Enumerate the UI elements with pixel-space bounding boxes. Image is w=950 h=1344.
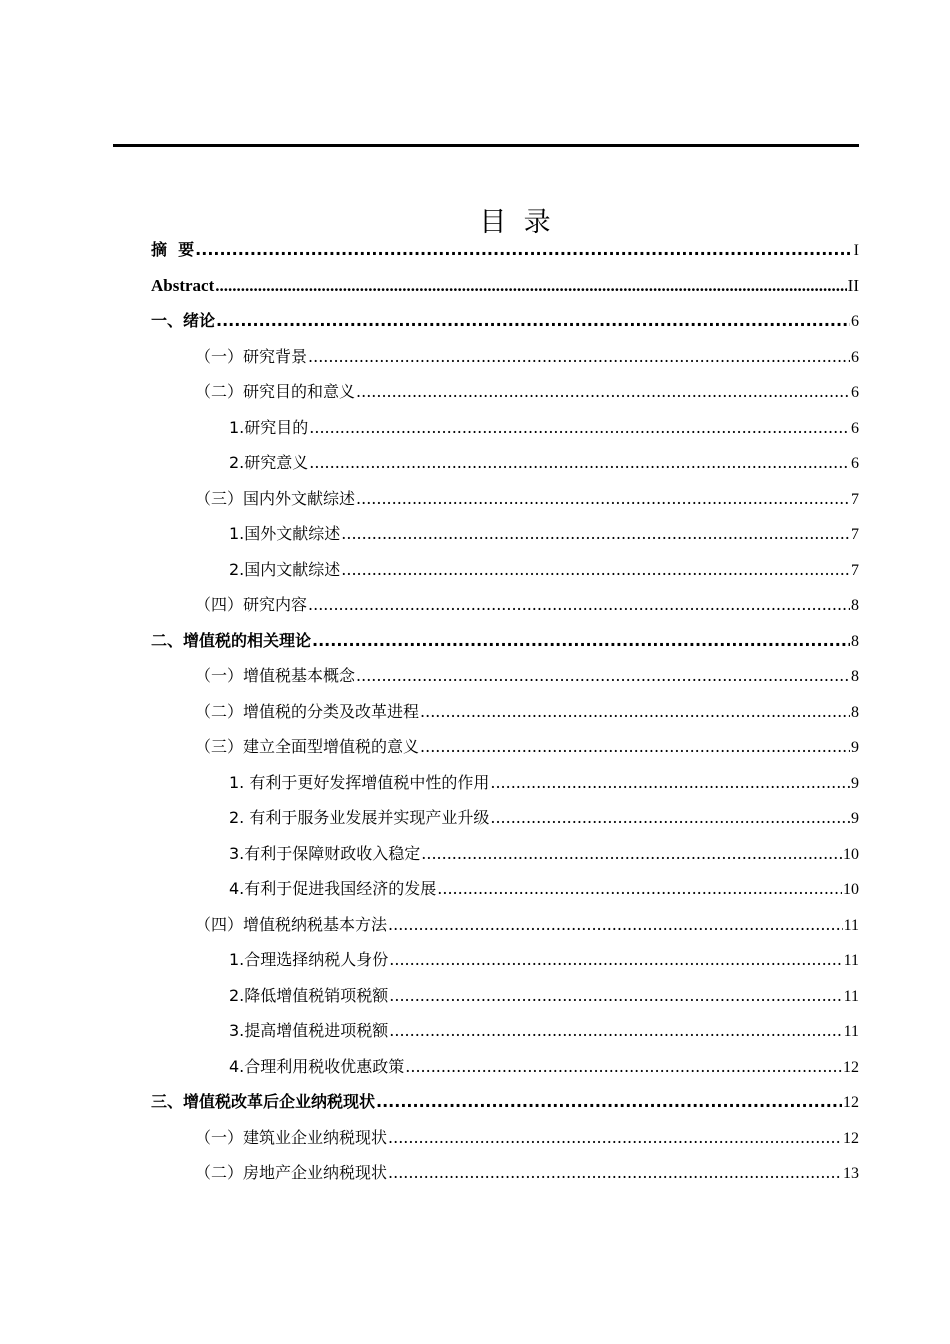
- leader-dots: [309, 450, 850, 476]
- toc-entry-label: （四）研究内容: [195, 595, 308, 614]
- toc-entry[interactable]: [195, 663, 859, 689]
- toc-entry-label: 1. 有利于更好发挥增值税中性的作用: [229, 773, 490, 792]
- toc-entry-label: （二）房地产企业纳税现状: [195, 1163, 388, 1182]
- leader-dots: [388, 1125, 842, 1151]
- toc-entry-label: 2.国内文献综述: [229, 560, 341, 579]
- toc-entry[interactable]: [229, 876, 859, 902]
- leader-dots: [309, 415, 850, 441]
- toc-entry[interactable]: [229, 841, 859, 867]
- toc-entry-page: 8: [851, 597, 859, 614]
- leader-dots: [388, 912, 843, 938]
- leader-dots: [490, 770, 850, 796]
- toc-entry-page: 6: [851, 384, 859, 401]
- leader-dots: [420, 699, 850, 725]
- leader-dots: [308, 592, 850, 618]
- toc-entry-page: 6: [851, 420, 859, 437]
- toc-entry-page: 6: [851, 349, 859, 366]
- leader-dots: [341, 557, 850, 583]
- toc-entry[interactable]: [151, 628, 859, 654]
- toc-entry[interactable]: [195, 1125, 859, 1151]
- header-rule: [113, 144, 859, 147]
- toc-entry-label: 3.有利于保障财政收入稳定: [229, 844, 421, 863]
- toc-entry-page: 6: [851, 455, 859, 472]
- toc-entry[interactable]: [229, 947, 859, 973]
- toc-entry-label: （三）建立全面型增值税的意义: [195, 737, 420, 756]
- leader-dots: [312, 628, 850, 654]
- leader-dots: [490, 805, 850, 831]
- leader-dots: [376, 1089, 842, 1115]
- toc-entry-page: 7: [851, 491, 859, 508]
- leader-dots: [216, 308, 850, 334]
- toc-entry[interactable]: [229, 450, 859, 476]
- toc-entry-label: （二）增值税的分类及改革进程: [195, 702, 420, 721]
- toc-entry-label: 1.合理选择纳税人身份: [229, 950, 389, 969]
- toc-entry[interactable]: [195, 912, 859, 938]
- toc-entry[interactable]: [151, 1089, 859, 1115]
- leader-dots: [420, 734, 850, 760]
- leader-dots: [421, 841, 842, 867]
- toc-entry[interactable]: [195, 486, 859, 512]
- toc-entry-abstract-en[interactable]: [151, 273, 859, 299]
- toc-entry-label: 2.研究意义: [229, 453, 309, 472]
- toc-title: [0, 200, 950, 239]
- toc-entry-label: 4.合理利用税收优惠政策: [229, 1057, 405, 1076]
- leader-dots: [405, 1054, 842, 1080]
- toc-entry-label: 4.有利于促进我国经济的发展: [229, 879, 437, 898]
- toc-entry-label: 2.降低增值税销项税额: [229, 986, 389, 1005]
- toc-entry[interactable]: [195, 1160, 859, 1186]
- toc-entry[interactable]: [229, 1018, 859, 1044]
- toc-entry-page: 10: [843, 846, 859, 863]
- toc-entry-page: 10: [843, 881, 859, 898]
- leader-dots: [308, 344, 850, 370]
- toc-entry[interactable]: [151, 308, 859, 334]
- toc-entry-page: 7: [851, 562, 859, 579]
- toc-entry-page: 12: [843, 1094, 859, 1111]
- toc-entry[interactable]: [229, 557, 859, 583]
- toc-entry-label: 三、增值税改革后企业纳税现状: [151, 1092, 376, 1111]
- leader-dots: [341, 521, 850, 547]
- toc-entry-label: 摘 要: [151, 240, 195, 259]
- toc-entry[interactable]: [195, 699, 859, 725]
- toc-entry-label: （一）建筑业企业纳税现状: [195, 1128, 388, 1147]
- toc-entry-label: 1.国外文献综述: [229, 524, 341, 543]
- toc-entry-label: （三）国内外文献综述: [195, 489, 356, 508]
- toc-entry-page: I: [853, 242, 859, 259]
- toc-entry-page: 11: [843, 917, 859, 934]
- toc-entry-label: 一、绪论: [151, 311, 216, 330]
- toc-entry-page: 8: [851, 668, 859, 685]
- toc-entry-page: 11: [843, 988, 859, 1005]
- toc-entry-page: 8: [851, 633, 859, 650]
- toc-entry-page: II: [847, 276, 859, 295]
- toc-entry-label: （四）增值税纳税基本方法: [195, 915, 388, 934]
- toc-entry[interactable]: [195, 344, 859, 370]
- toc-entry-page: 12: [843, 1130, 859, 1147]
- toc-entry-label: （一）增值税基本概念: [195, 666, 356, 685]
- leader-dots: [195, 237, 853, 263]
- leader-dots: [389, 983, 842, 1009]
- toc-entry-abstract-cn[interactable]: [151, 237, 859, 263]
- toc-entry[interactable]: [195, 734, 859, 760]
- leader-dots: [389, 1018, 842, 1044]
- toc-entry-page: 9: [851, 739, 859, 756]
- toc-entry-label: 3.提高增值税进项税额: [229, 1021, 389, 1040]
- toc-entry-page: 6: [851, 313, 859, 330]
- toc-entry[interactable]: [195, 379, 859, 405]
- toc-entry-page: 9: [851, 775, 859, 792]
- leader-dots: [356, 663, 850, 689]
- toc-entry[interactable]: [229, 415, 859, 441]
- toc-entry[interactable]: [195, 592, 859, 618]
- toc-title-text: 目 录: [479, 207, 551, 238]
- leader-dots: [389, 947, 842, 973]
- toc-entry[interactable]: [229, 983, 859, 1009]
- leader-dots: [388, 1160, 842, 1186]
- toc-entry-label: Abstract: [151, 276, 215, 295]
- toc-entry-page: 7: [851, 526, 859, 543]
- toc-entry-label: 1.研究目的: [229, 418, 309, 437]
- toc-entry-page: 9: [851, 810, 859, 827]
- toc-entry[interactable]: [229, 521, 859, 547]
- leader-dots: [215, 273, 846, 299]
- toc-entry-label: 二、增值税的相关理论: [151, 631, 312, 650]
- toc-entry-page: 12: [843, 1059, 859, 1076]
- toc-entry[interactable]: [229, 770, 859, 796]
- toc-entry-page: 11: [843, 1023, 859, 1040]
- toc-entry-page: 13: [843, 1165, 859, 1182]
- toc-entry-label: （二）研究目的和意义: [195, 382, 356, 401]
- leader-dots: [437, 876, 842, 902]
- toc-entry[interactable]: [229, 805, 859, 831]
- toc-entry-label: （一）研究背景: [195, 347, 308, 366]
- toc-entry-label: 2. 有利于服务业发展并实现产业升级: [229, 808, 490, 827]
- leader-dots: [356, 486, 850, 512]
- toc-entry-page: 11: [843, 952, 859, 969]
- toc-entry[interactable]: [229, 1054, 859, 1080]
- leader-dots: [356, 379, 850, 405]
- toc-entry-page: 8: [851, 704, 859, 721]
